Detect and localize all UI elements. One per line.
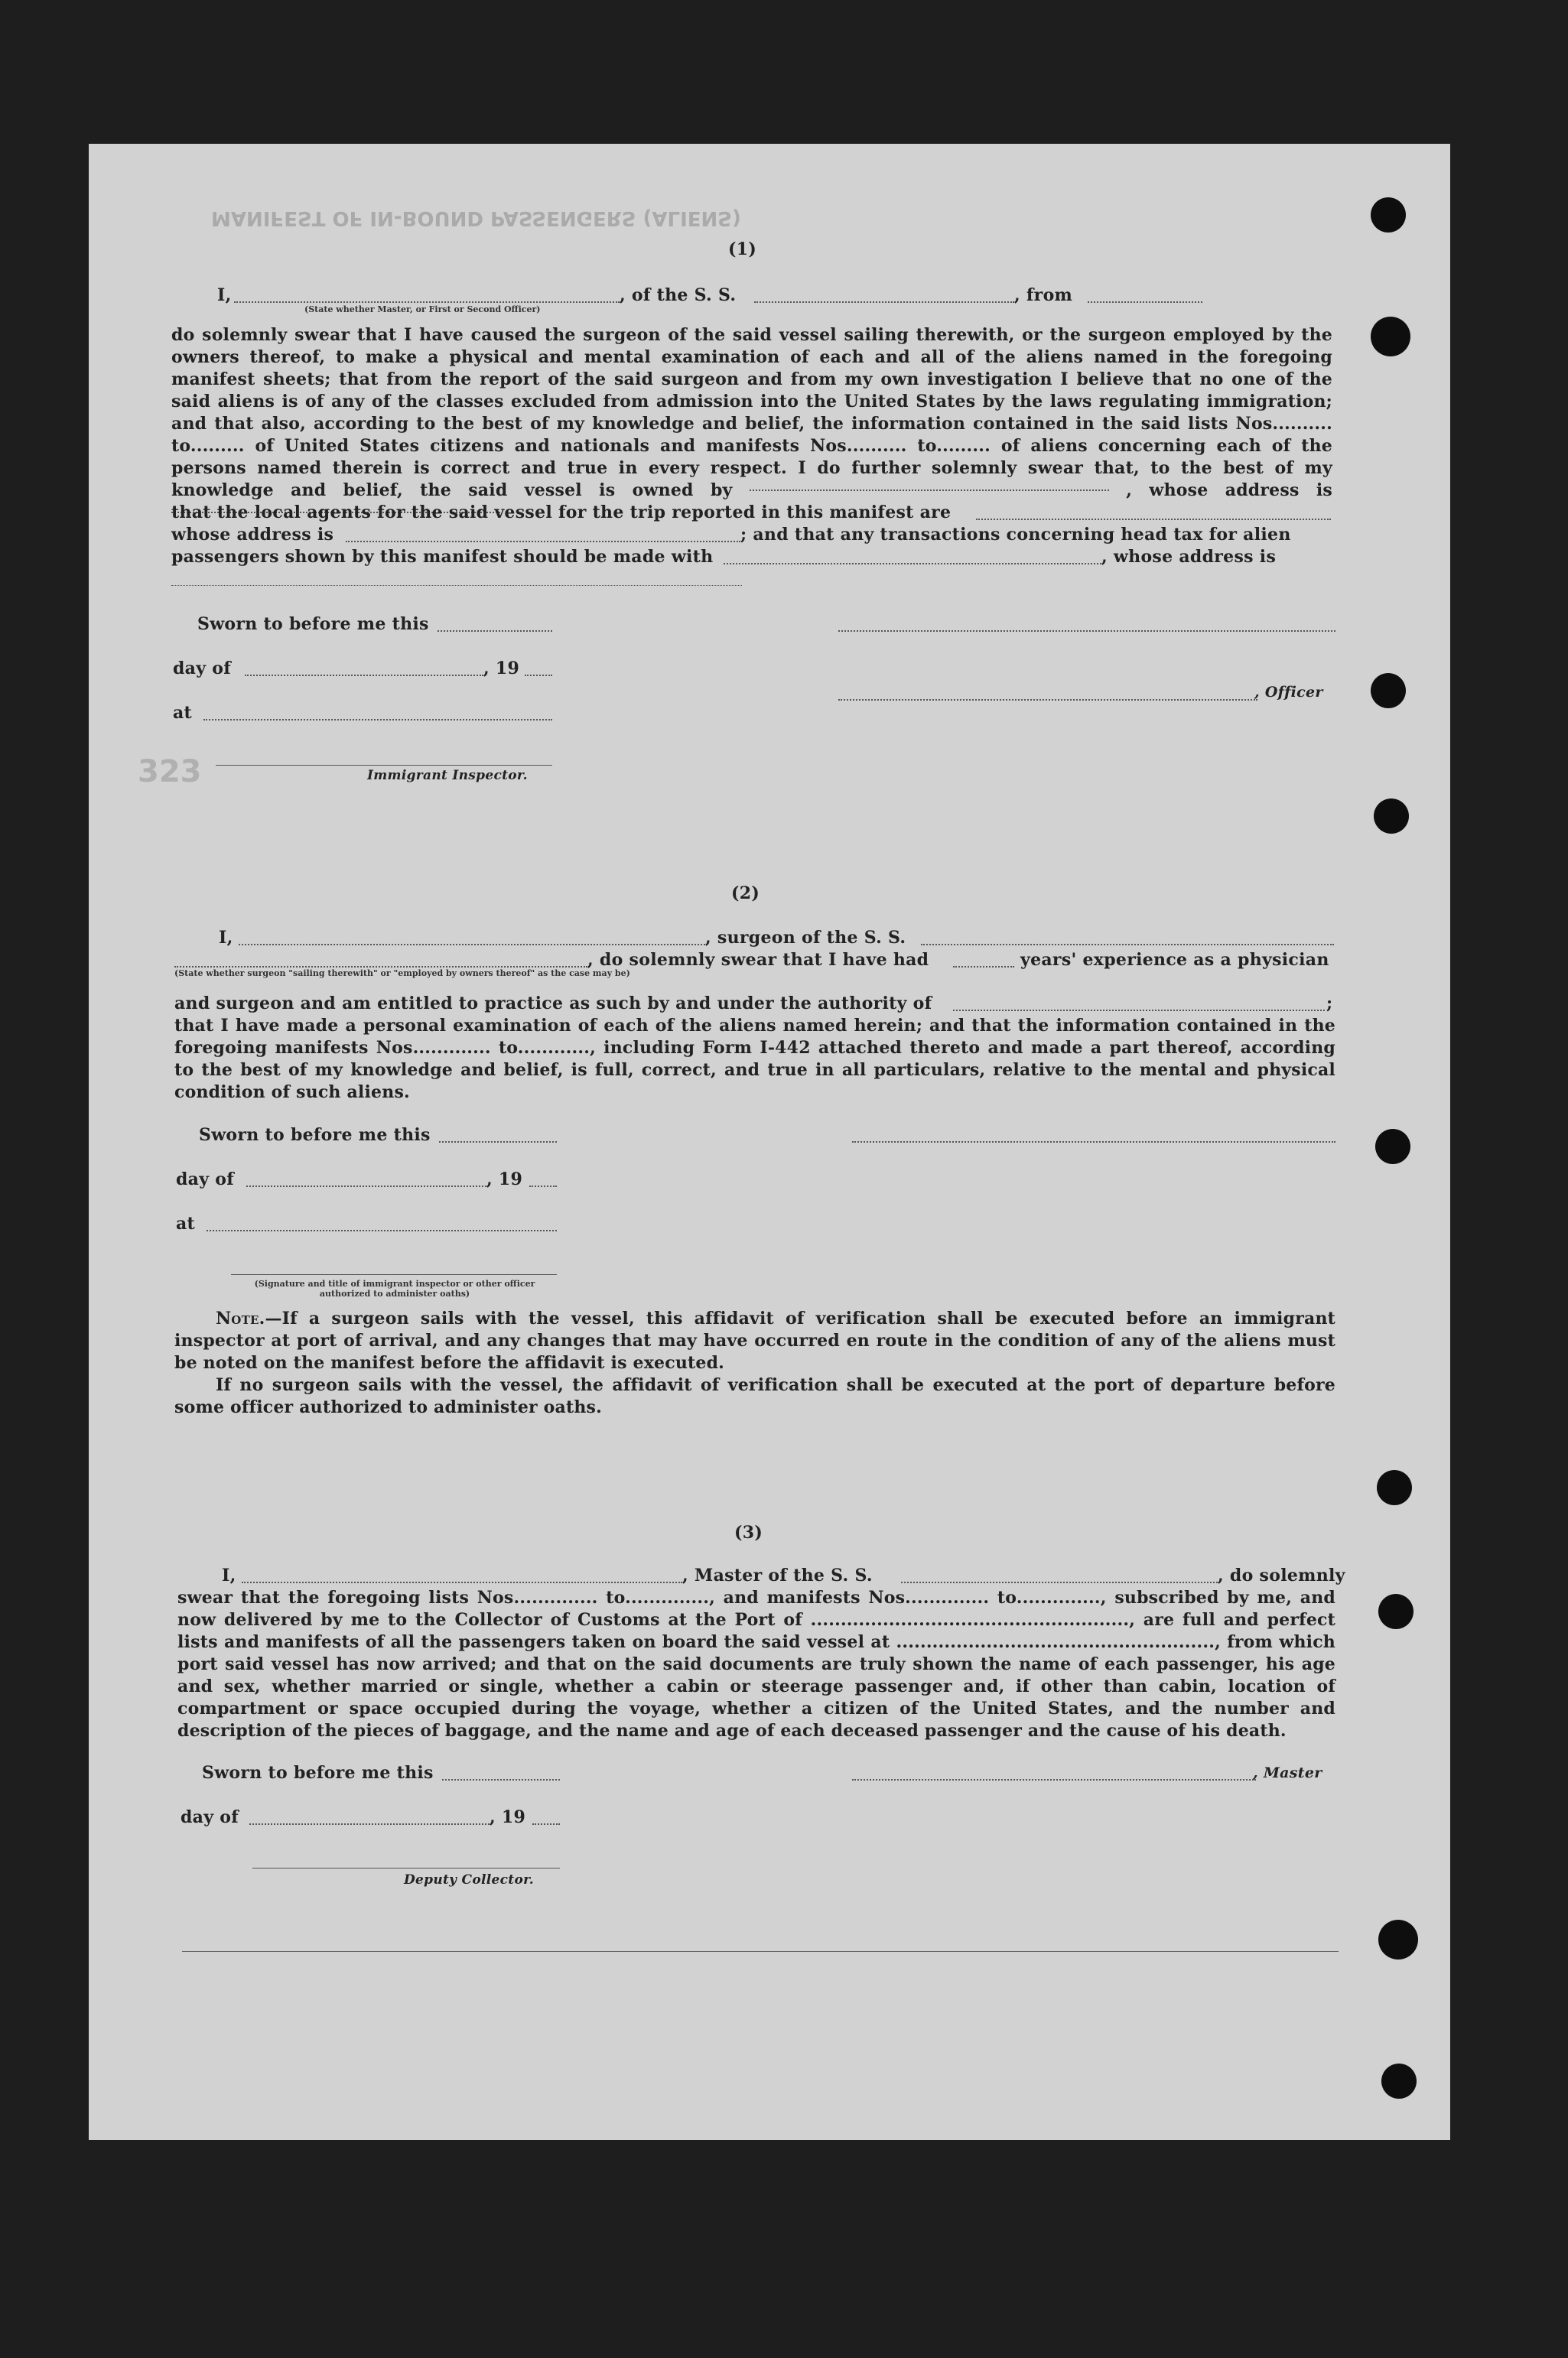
faint-stamp-number: 323 (138, 754, 202, 789)
punch-hole-2 (1371, 317, 1410, 356)
s3-day-of-label: day of (181, 1807, 239, 1827)
s1-at-label: at (173, 703, 193, 723)
s3-master-label: , Master (1253, 1764, 1322, 1781)
s2-years: years' experience as a physician (1020, 950, 1329, 970)
s1-head-tax: ; and that any transactions concerning head tax for alien (740, 525, 1291, 545)
s2-note-1: Note.—If a surgeon sails with the vessel, this affidavit of verification shall be executed before an immigrant inspector at port of arrival, and any changes that may have occurred en route in the condition of any of the aliens must be noted on the manifest before the affidavit is executed. (174, 1309, 1335, 1373)
s3-collector-label: Deputy Collector. (404, 1872, 535, 1888)
s1-inspector-label: Immigrant Inspector. (367, 768, 528, 783)
punch-hole-6 (1377, 1470, 1412, 1505)
punch-hole-1 (1371, 197, 1406, 233)
s1-year-prefix: , 19 (483, 659, 520, 678)
bleed-through-header: MANIFEST OF IN-BOUND PASSENGERS (ALIENS) (211, 207, 741, 229)
s1-sworn-date-line[interactable] (438, 630, 552, 632)
s1-of-ss: , of the S. S. (620, 285, 737, 305)
s2-year-prefix: , 19 (486, 1169, 523, 1189)
section-1-number: (1) (728, 239, 757, 259)
s3-sworn-date-line[interactable] (442, 1779, 560, 1781)
bottom-rule (182, 1951, 1339, 1952)
s2-oath-body: that I have made a personal examination of each of the aliens named herein; and that the information contained in the foregoing manifests Nos............. to............, including Form I-442 attached thereto and made a part thereof, according to the best of my knowledge and belief, is full, correct, and true in all particulars, relative to the mental and physical condition of such aliens. (174, 1016, 1335, 1102)
punch-hole-3 (1371, 673, 1406, 708)
punch-hole-7 (1378, 1594, 1413, 1629)
s2-at-label: at (176, 1214, 196, 1234)
s1-head-tax-agent-line[interactable] (724, 563, 1101, 564)
s2-year-line[interactable] (529, 1186, 557, 1187)
section-2-number: (2) (731, 883, 760, 903)
s2-note-label: Note. (216, 1309, 265, 1329)
s1-sworn-label: Sworn to before me this (197, 614, 429, 634)
s3-year-line[interactable] (532, 1823, 560, 1825)
s2-surgeon-of-ss: , surgeon of the S. S. (705, 928, 906, 948)
s2-status-line[interactable] (174, 966, 587, 968)
s1-agents-name-line[interactable] (976, 519, 1331, 520)
s1-officer-signature-line[interactable] (838, 630, 1335, 632)
s2-at-place-line[interactable] (207, 1230, 557, 1231)
s1-i: I, (217, 285, 232, 305)
s1-passengers-whose: , whose address is (1101, 547, 1277, 567)
s1-officer-title-line[interactable] (838, 699, 1257, 701)
punch-hole-9 (1381, 2064, 1417, 2099)
s3-year-prefix: , 19 (490, 1807, 526, 1827)
s1-master-caption: (State whether Master, or First or Second Officer) (304, 304, 541, 314)
s1-officer-name-line[interactable] (234, 301, 620, 303)
s1-vessel-name-line[interactable] (754, 301, 1014, 303)
s2-surgeon-name-line[interactable] (239, 944, 705, 945)
s1-day-of-label: day of (173, 659, 232, 678)
s1-owner-line[interactable] (750, 489, 1109, 491)
s3-i: I, (222, 1566, 236, 1586)
s1-oath-body: do solemnly swear that I have caused the surgeon of the said vessel sailing therewith, or the surgeon employed by the owners thereof, to make a physical and mental examination of each and all of the aliens named in the foregoing manifest sheets; that from the report of the said surgeon and from my own investigation I believe that no one of the said aliens is of any of the classes excluded from admission into the United States by the laws regulating immigration; and that also, according to the best of my knowledge and belief, the information contained in the said lists Nos.......... to......... of United States citizens and nationals and manifests Nos.......... to......... of aliens concerning each of the persons named therein is correct and true in every respect. I do further solemnly swear that, to the best of my knowledge and belief, the said vessel is owned by , whose address is (171, 324, 1332, 524)
s1-officer-label: , Officer (1254, 684, 1323, 701)
s2-inspector-signature-line[interactable] (231, 1274, 557, 1275)
s2-practice-line: and surgeon and am entitled to practice as such by and under the authority of (174, 994, 932, 1013)
s3-master-of-ss: , Master of the S. S. (682, 1566, 873, 1586)
s2-years-line[interactable] (953, 966, 1014, 968)
s2-state-caption: (State whether surgeon "sailing therewith" or "employed by owners thereof" as the case may be) (174, 968, 630, 978)
s2-swear: , do solemnly swear that I have had (587, 950, 929, 970)
s2-i: I, (219, 928, 233, 948)
s2-surgeon-signature-line[interactable] (852, 1141, 1335, 1143)
s1-month-line[interactable] (245, 675, 483, 676)
punch-hole-4 (1374, 798, 1409, 834)
s1-agents-line: that the local agents for the said vessel for the trip reported in this manifest are (171, 502, 952, 522)
s1-passengers-line: passengers shown by this manifest should be made with (171, 547, 714, 567)
s1-whose-address: whose address is (171, 525, 334, 545)
punch-hole-5 (1375, 1129, 1410, 1164)
s3-sworn-label: Sworn to before me this (202, 1763, 434, 1783)
s1-at-place-line[interactable] (203, 719, 552, 720)
s3-month-line[interactable] (249, 1823, 490, 1825)
s2-sworn-label: Sworn to before me this (199, 1125, 431, 1145)
s2-sworn-date-line[interactable] (439, 1141, 557, 1143)
s3-oath-body: swear that the foregoing lists Nos.............. to.............., and manifests Nos.............. to.............., subscribed by me, and now delivered by me to the Collector of Customs at the Port of ....................................................., are full and perfect lists and manifests of all the passengers taken on board the said vessel at ....................................................., from which port said vessel has now arrived; and that on the said documents are truly shown the name of each passenger, his age and sex, whether married or single, whether a cabin or steerage passenger and, if other than cabin, location of compartment or space occupied during the voyage, whether a citizen of the United States, and the number and description of the pieces of baggage, and the name and age of each deceased passenger and the cause of his death. (177, 1588, 1335, 1741)
s3-master-signature-line[interactable] (852, 1779, 1256, 1781)
s1-passengers-address-line[interactable] (171, 585, 742, 586)
s1-from: , from (1014, 285, 1073, 305)
s2-day-of-label: day of (176, 1169, 235, 1189)
s3-vessel-line[interactable] (901, 1582, 1218, 1583)
s1-year-line[interactable] (525, 675, 552, 676)
s3-collector-signature-line[interactable] (252, 1868, 560, 1869)
s2-signature-caption: (Signature and title of immigrant inspector or other officer authorized to administer oaths) (254, 1279, 535, 1299)
s2-month-line[interactable] (246, 1186, 486, 1187)
section-3-number: (3) (734, 1523, 763, 1543)
s2-note-2: If no surgeon sails with the vessel, the affidavit of verification shall be executed at the port of departure before some officer authorized to administer oaths. (174, 1375, 1335, 1417)
punch-hole-8 (1378, 1920, 1418, 1960)
manifest-sheet (89, 144, 1450, 2140)
s2-vessel-line[interactable] (921, 944, 1334, 945)
s3-master-name-line[interactable] (242, 1582, 682, 1583)
s1-agents-address-line[interactable] (346, 541, 740, 542)
s2-semicolon: ; (1326, 994, 1333, 1013)
s3-do-solemnly: , do solemnly (1218, 1566, 1345, 1586)
s1-from-port-line[interactable] (1088, 301, 1202, 303)
s2-authority-line[interactable] (953, 1010, 1325, 1011)
